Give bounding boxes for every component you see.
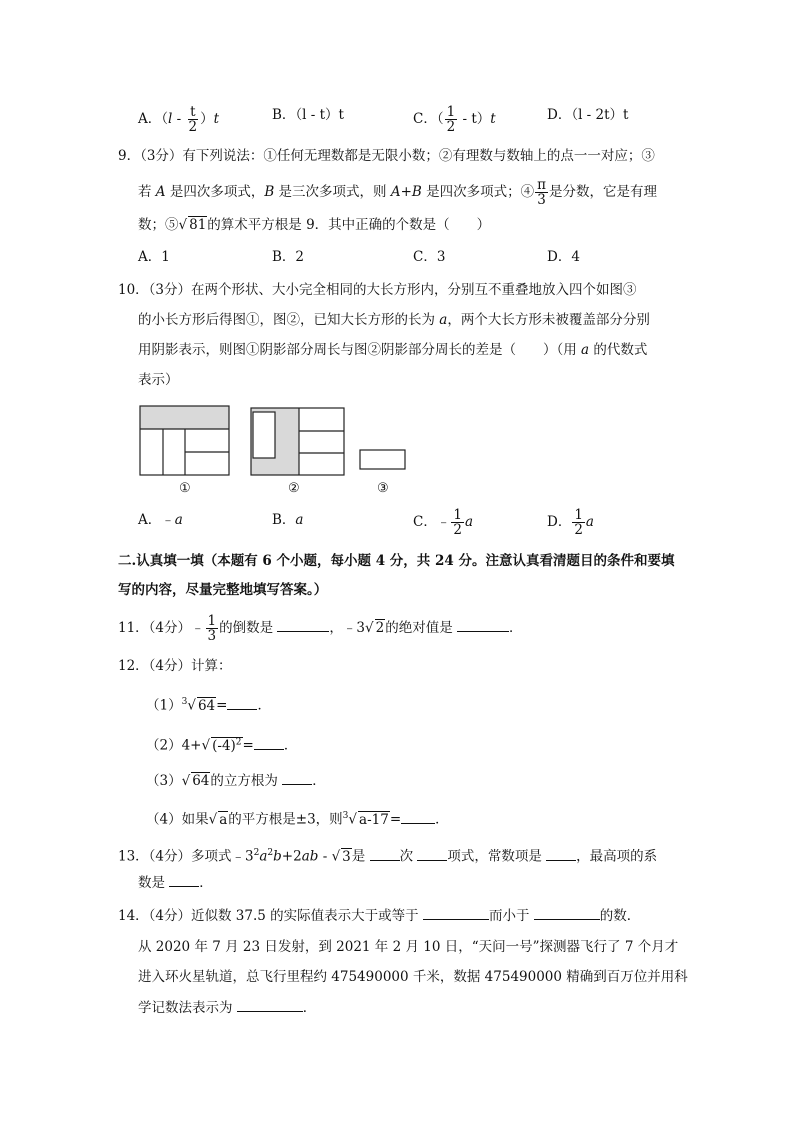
figure-3 <box>359 449 407 471</box>
figure-1 <box>139 405 231 477</box>
q8-option-d: D．（l - 2t）t <box>547 107 629 123</box>
q9-option-a: A．1 <box>138 249 170 265</box>
q12-title: 12．（4分）计算： <box>118 658 232 674</box>
q14-blank-1[interactable] <box>423 905 489 920</box>
section-2-heading-line2: 写的内容，尽量完整地填写答案。） <box>118 582 328 598</box>
q14-line3: 进入环火星轨道，总飞行里程约 475490000 千米，数据 475490000 精确到百万位并用科 <box>138 969 688 985</box>
q13-line2: 数是 ． <box>138 872 213 893</box>
q14-line1: 14．（4分）近似数 37.5 的实际值表示大于或等于 而小于 的数． <box>118 905 640 926</box>
q12-blank-2[interactable] <box>254 735 284 750</box>
q11-line: 11．（4分）﹣ $\frac{1}{3}$ 的倒数是 ，﹣3√ 2的绝对值是 ． <box>118 613 523 644</box>
figure-3-label: ③ <box>377 481 389 496</box>
q13-blank-1[interactable] <box>370 846 400 861</box>
q9-option-c: C．3 <box>413 249 446 265</box>
q10-option-a: A．﹣a <box>138 512 183 528</box>
q13-line1: 13．（4分）多项式$﹣3^2a^2b+2ab$ - √ 3是 次 项式，常数项是 ，最高项的系 <box>118 843 657 867</box>
q12-sub3: （3）√ 64的立方根为 ． <box>146 770 326 791</box>
q10-line4: 表示） <box>138 372 179 388</box>
figure-1-label: ① <box>179 481 191 496</box>
q9-line3: 数；⑤√ 81的算术平方根是 9．其中正确的个数是（ ） <box>138 217 491 233</box>
q10-option-c: C．﹣ $\frac{1}{2}$ a <box>413 507 473 538</box>
figure-3-small-rect <box>360 450 405 469</box>
q12-blank-1[interactable] <box>227 695 257 710</box>
q10-line2: 的小长方形后得图①，图②，已知大长方形的长为 a，两个大长方形未被覆盖部分分别 <box>138 312 650 328</box>
q9-line2: 若 A 是四次多项式，B 是三次多项式，则 A+B 是四次多项式；④ $\frac{\pi}{3}$ 是分数，它是有理 <box>138 177 658 208</box>
q14-line4: 学记数法表示为 ． <box>138 997 316 1018</box>
q9-option-d: D．4 <box>547 249 580 265</box>
q8-option-b: B．（l - t）t <box>272 107 344 123</box>
section-2-heading-line1: 二.认真填一填（本题有 6 个小题，每小题 4 分，共 24 分。注意认真看清题目的条件和要填 <box>118 553 675 569</box>
q9-option-b: B．2 <box>272 249 305 265</box>
q14-blank-2[interactable] <box>534 905 600 920</box>
figure-2 <box>250 407 346 477</box>
q10-line3: 用阴影表示，则图①阴影部分周长与图②阴影部分周长的差是（ ）（用 a 的代数式 <box>138 342 648 358</box>
q14-line2: 从 2020 年 7 月 23 日发射，到 2021 年 2 月 10 日，“天问一号”探测器飞行了 7 个月才 <box>138 939 679 955</box>
q10-line1: 10．（3分）在两个形状、大小完全相同的大长方形内，分别互不重叠地放入四个如图③ <box>118 282 637 298</box>
q13-blank-4[interactable] <box>169 872 199 887</box>
q8-option-a: A．（l - $\frac{t}{2}$ ）t <box>138 104 220 135</box>
figure-2-label: ② <box>288 481 300 496</box>
q13-blank-2[interactable] <box>417 846 447 861</box>
q13-blank-3[interactable] <box>546 846 576 861</box>
q11-blank-1[interactable] <box>277 617 329 632</box>
q8-option-c: C．（ $\frac{1}{2}$ - t）t <box>413 104 496 135</box>
q12-blank-3[interactable] <box>282 770 312 785</box>
q10-option-b: B．a <box>272 512 304 528</box>
figure-1-shaded-area <box>140 406 229 429</box>
q12-sub4: （4）如果√ a的平方根是±3，则$^3$√ a-17= ． <box>146 806 449 830</box>
q12-sub2: （2）4+√ $(-4)^2=$ ． <box>146 732 297 756</box>
q12-sub1: $(1)^3√$ 64= ． <box>146 692 271 716</box>
q12-blank-4[interactable] <box>401 809 435 824</box>
q9-line1: 9．（3分）有下列说法：①任何无理数都是无限小数；②有理数与数轴上的点一一对应；③ <box>118 148 655 164</box>
q14-blank-3[interactable] <box>237 997 303 1012</box>
q11-blank-2[interactable] <box>457 617 509 632</box>
q10-option-d: D． $\frac{1}{2}$ a <box>547 507 594 538</box>
